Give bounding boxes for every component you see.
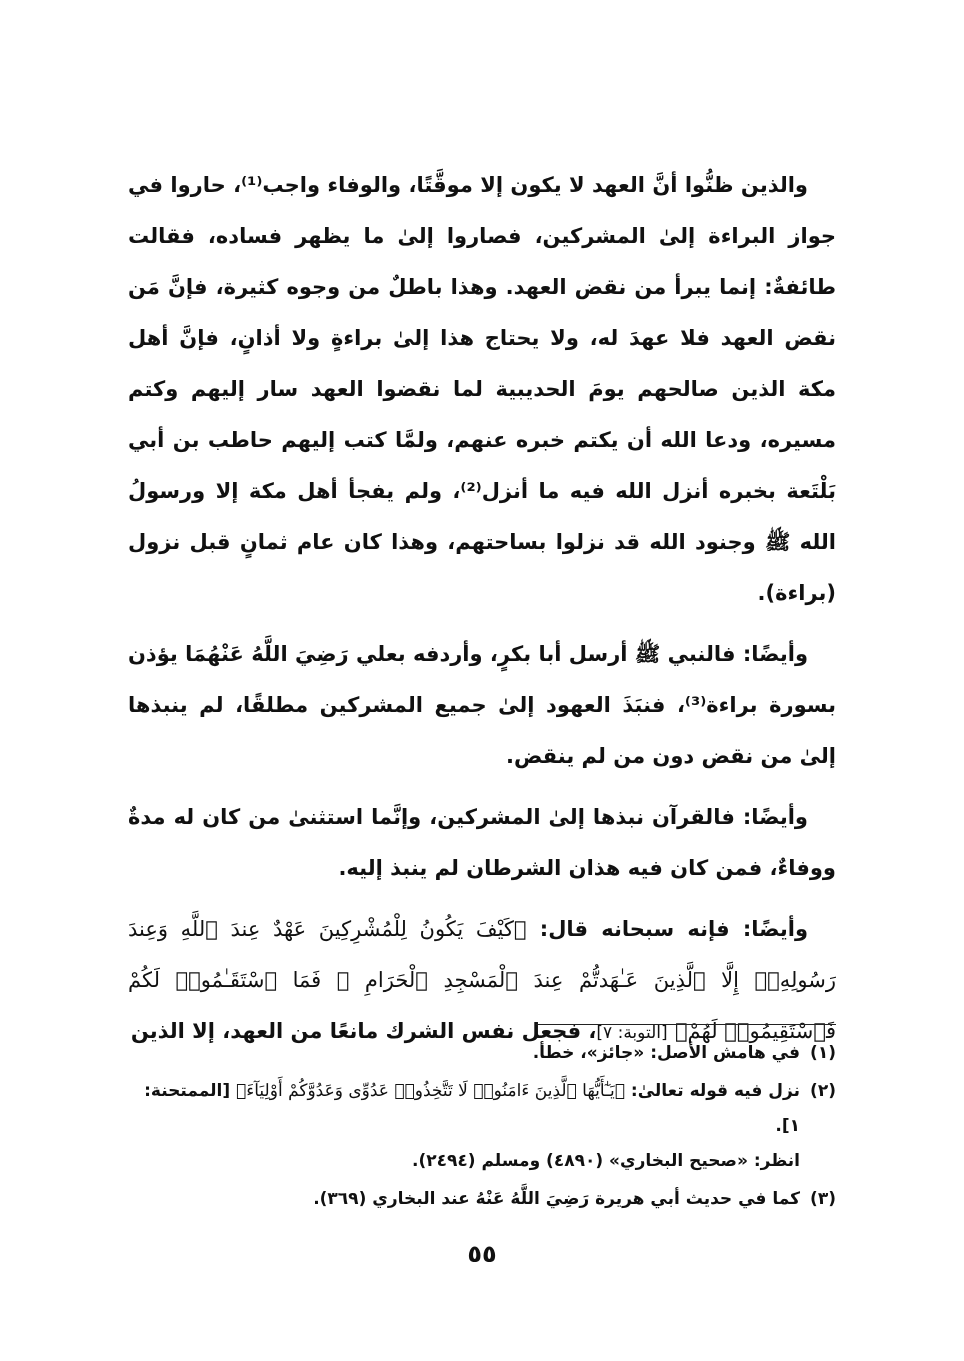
footnote-3 bbox=[128, 1182, 836, 1217]
footnote-2-lead: نزل فيه قوله تعالىٰ: bbox=[630, 1081, 800, 1101]
paragraph-3: وأيضًا: فالقرآن نبذها إلىٰ المشركين، وإنَّما استثنىٰ من كان له مدةٌ ووفاءٌ، فمن كان فيه هذان الشرطان لم ينبذ إليه. bbox=[128, 805, 836, 880]
quran-verse: ﴿كَيْفَ يَكُونُ لِلْمُشْرِكِينَ عَهْدٌ عِندَ ٱللَّهِ وَعِندَ رَسُولِهِۦٓ إِلَّا ٱلَّذِينَ عَـٰهَدتُّمْ عِندَ ٱلْمَسْجِدِ ٱلْحَرَامِ ۖ فَمَا ٱسْتَقَـٰمُوا۟ لَكُمْ فَٱسْتَقِيمُوا۟ لَهُمْ﴾ bbox=[128, 917, 836, 1043]
footnote-number: (٢) bbox=[810, 1081, 836, 1101]
verse-reference: [التوبة: ٧] bbox=[596, 1023, 668, 1043]
footnote-text: في هامش الأصل: «جائز»، خطأ. bbox=[532, 1043, 800, 1063]
page-number: ٥٥ bbox=[467, 1240, 497, 1268]
footnote-2 bbox=[128, 1074, 836, 1179]
footnote-2-source: انظر: «صحيح البخاري» (٤٨٩٠) ومسلم (٢٤٩٤). bbox=[412, 1151, 800, 1171]
footnote-separator bbox=[536, 1024, 836, 1025]
paragraph-4-tail: ، فجعل نفس الشرك مانعًا من العهد، إلا الذين bbox=[130, 1019, 597, 1043]
paragraph-4-lead: وأيضًا: فإنه سبحانه قال: bbox=[539, 917, 809, 941]
paragraph-2: وأيضًا: فالنبي ﷺ أرسل أبا بكرٍ، وأردفه بعلي رَضِيَ اللَّهُ عَنْهُمَا يؤذن بسورة براءة⁽³⁾، فنبَذَ العهود إلىٰ جميع المشركين مطلقًا، لم ينبذها إلىٰ من نقض دون من لم ينقض. bbox=[128, 642, 836, 768]
footnotes bbox=[128, 1036, 836, 1220]
footnote-number: (١) bbox=[810, 1043, 836, 1063]
main-text bbox=[128, 160, 836, 1069]
footnote-2-verse: ﴿يَـٰٓأَيُّهَا ٱلَّذِينَ ءَامَنُوا۟ لَا تَتَّخِذُوا۟ عَدُوِّى وَعَدُوَّكُمْ أَوْلِيَآءَ﴾ bbox=[236, 1081, 625, 1101]
footnote-2-ref: [الممتحنة: ١]. bbox=[144, 1081, 800, 1136]
footnote-number: (٣) bbox=[810, 1189, 836, 1209]
paragraph-1: والذين ظنُّوا أنَّ العهد لا يكون إلا موقَّتًا، والوفاء واجب⁽¹⁾، حاروا في جواز البراءة إلىٰ المشركين، فصاروا إلىٰ ما يظهر فساده، فقالت طائفةٌ: إنما يبرأ من نقض العهد. وهذا باطلٌ من وجوه كثيرة، فإنَّ مَن نقض العهد فلا عهدَ له، ولا يحتاج هذا إلىٰ براءةٍ ولا أذانٍ، فإنَّ أهل مكة الذين صالحهم يومَ الحديبية لما نقضوا العهد سار إليهم وكتم مسيره، ودعا الله أن يكتم خبره عنهم، ولمَّا كتب إليهم حاطب بن أبي بَلْتَعة بخبره أنزل الله فيه ما أنزل⁽²⁾، ولم يفجأ أهل مكة إلا ورسولُ الله ﷺ وجنود الله قد نزلوا بساحتهم، وهذا كان عام ثمانٍ قبل نزول (براءة). bbox=[128, 173, 836, 605]
footnote-1 bbox=[128, 1036, 836, 1071]
footnote-text: كما في حديث أبي هريرة رَضِيَ اللَّهُ عَنْهُ عند البخاري (٣٦٩). bbox=[313, 1189, 800, 1209]
footnote-text bbox=[128, 1074, 800, 1179]
